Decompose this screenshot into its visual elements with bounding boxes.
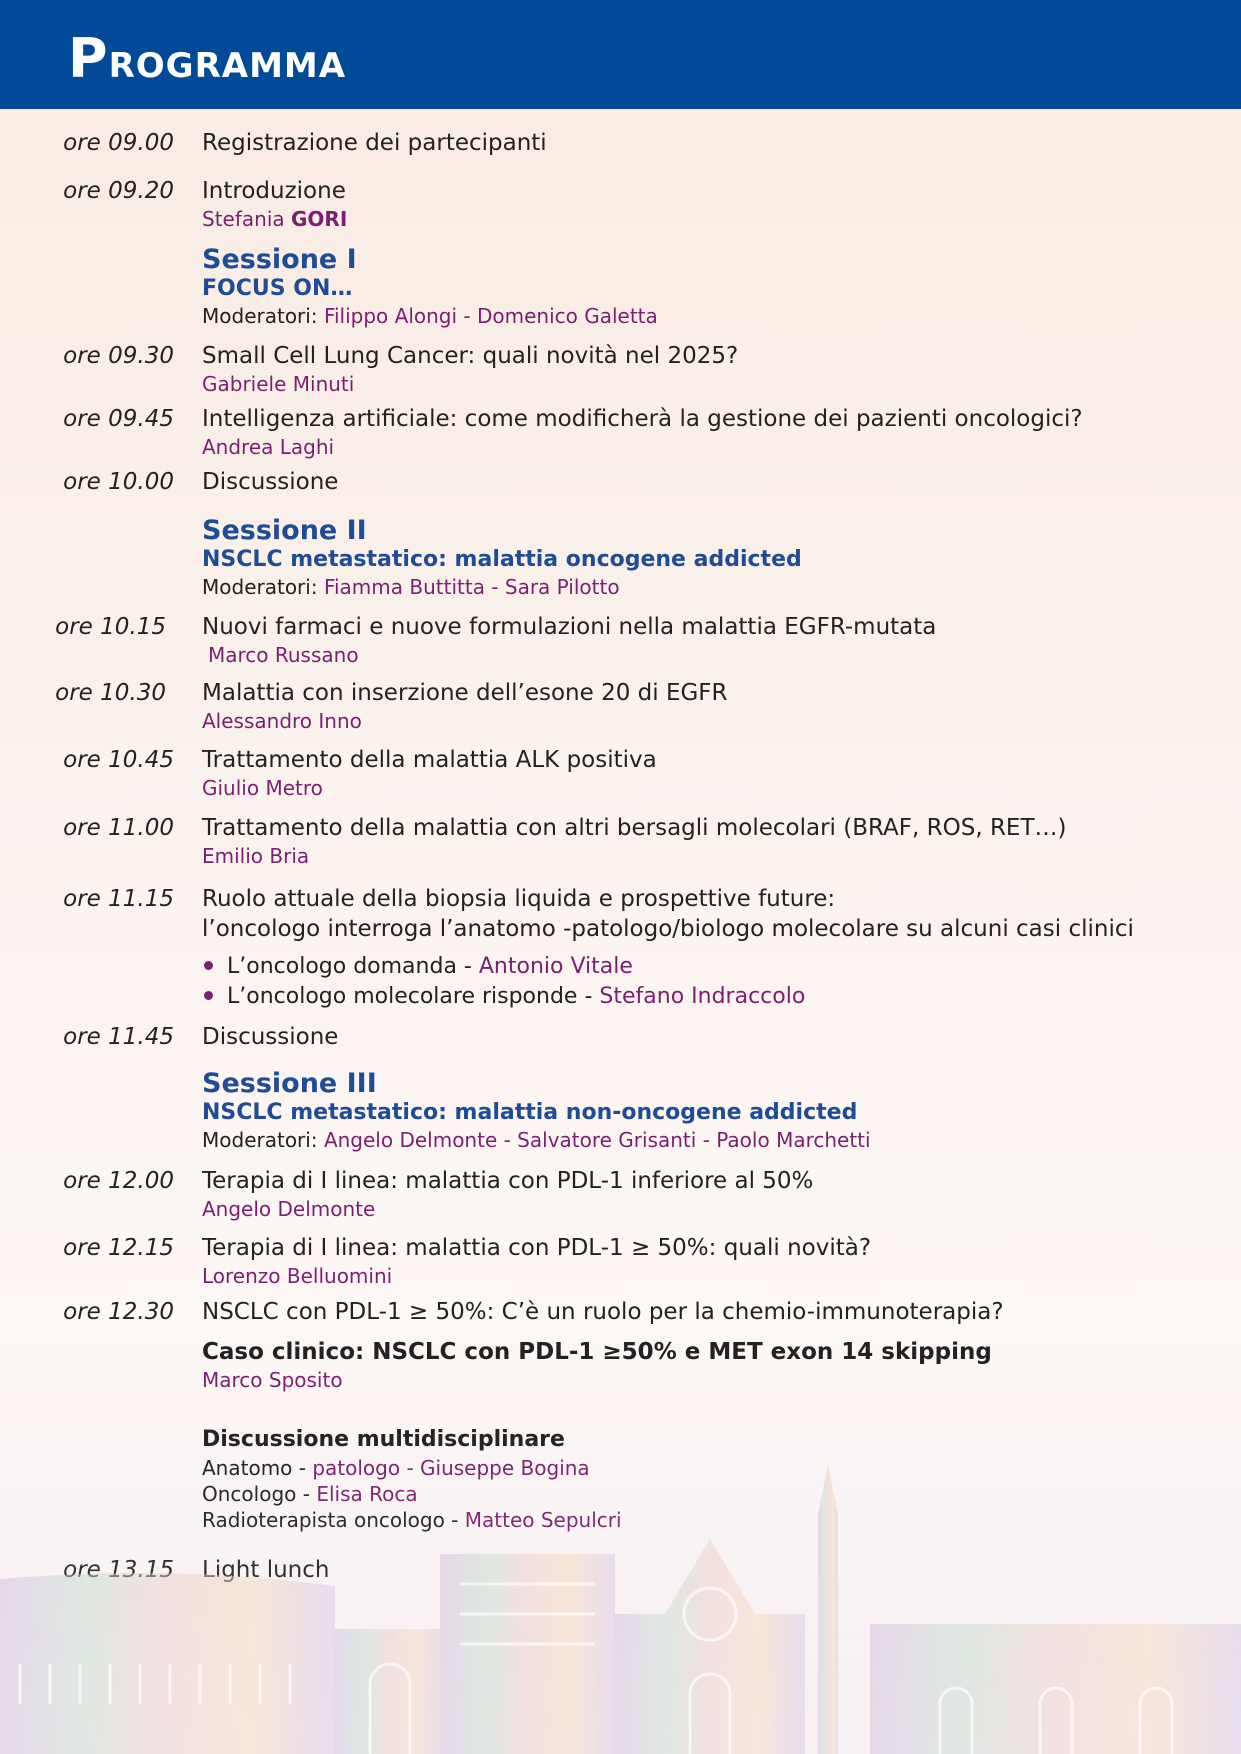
item-title: Intelligenza artificiale: come modificherà la gestione dei pazienti oncologici? <box>202 406 1083 432</box>
item-time: ore 11.00 <box>63 815 174 841</box>
list-item: L’oncologo domanda - Antonio Vitale <box>202 952 1202 982</box>
item-time: ore 09.20 <box>63 178 174 204</box>
item-title: Trattamento della malattia ALK positiva <box>202 747 657 773</box>
item-title: NSCLC con PDL-1 ≥ 50%: C’è un ruolo per la chemio-immunoterapia? <box>202 1299 1004 1325</box>
session-subtitle: NSCLC metastatico: malattia non-oncogene addicted <box>202 1100 858 1125</box>
item-title: Nuovi farmaci e nuove formulazioni nella malattia EGFR-mutata <box>202 614 937 640</box>
item-speaker: Alessandro Inno <box>202 709 362 733</box>
session-subtitle: NSCLC metastatico: malattia oncogene addicted <box>202 547 802 572</box>
bullet-dot <box>204 991 213 1000</box>
session-title: Sessione III <box>202 1068 377 1099</box>
session-moderators: Moderatori: Fiamma Buttitta - Sara Pilotto <box>202 575 620 599</box>
city-skyline-illustration <box>0 1414 1241 1754</box>
item-time: ore 10.30 <box>55 680 166 706</box>
item-title: Malattia con inserzione dell’esone 20 di EGFR <box>202 680 728 706</box>
item-speaker: Lorenzo Belluomini <box>202 1264 393 1288</box>
item-speaker: Emilio Bria <box>202 844 310 868</box>
item-speaker: Stefania GORI <box>202 207 348 231</box>
item-time: ore 12.30 <box>63 1299 174 1325</box>
item-time: ore 12.00 <box>63 1168 174 1194</box>
item-title: Introduzione <box>202 178 346 204</box>
item-title: Terapia di I linea: malattia con PDL-1 inferiore al 50% <box>202 1168 814 1194</box>
item-title: Trattamento della malattia con altri bersagli molecolari (BRAF, ROS, RET…) <box>202 815 1067 841</box>
item-time: ore 11.15 <box>63 886 174 912</box>
item-time: ore 09.00 <box>63 130 174 156</box>
item-speaker: Marco Sposito <box>202 1368 343 1392</box>
session-subtitle: FOCUS ON… <box>202 276 353 301</box>
bullet-dot <box>204 961 213 970</box>
item-speaker: Giulio Metro <box>202 776 323 800</box>
session-moderators: Moderatori: Filippo Alongi - Domenico Galetta <box>202 304 658 328</box>
item-title: Registrazione dei partecipanti <box>202 130 547 156</box>
item-time: ore 10.15 <box>55 614 166 640</box>
list-item: L’oncologo molecolare risponde - Stefano Indraccolo <box>202 982 1202 1012</box>
page-title: PROGRAMMA <box>68 27 347 90</box>
session-title: Sessione II <box>202 515 367 546</box>
item-time: ore 10.45 <box>63 747 174 773</box>
item-time: ore 11.45 <box>63 1024 174 1050</box>
header-bar <box>0 0 1241 109</box>
item-title: Discussione <box>202 1024 339 1050</box>
item-title: Terapia di I linea: malattia con PDL-1 ≥ 50%: quali novità? <box>202 1235 872 1261</box>
item-title: Ruolo attuale della biopsia liquida e prospettive future: <box>202 886 836 912</box>
case-title: Caso clinico: NSCLC con PDL-1 ≥50% e MET exon 14 skipping <box>202 1339 992 1365</box>
item-time: ore 12.15 <box>63 1235 174 1261</box>
session-title: Sessione I <box>202 244 357 275</box>
item-title: Small Cell Lung Cancer: quali novità nel 2025? <box>202 343 739 369</box>
item-speaker: Marco Russano <box>208 643 359 667</box>
item-time: ore 10.00 <box>63 469 174 495</box>
item-speaker: Andrea Laghi <box>202 435 335 459</box>
item-speaker: Gabriele Minuti <box>202 372 355 396</box>
item-time: ore 09.45 <box>63 406 174 432</box>
item-title-continued: l’oncologo interroga l’anatomo -patologo/biologo molecolare su alcuni casi clinici <box>202 916 1134 942</box>
item-time: ore 09.30 <box>63 343 174 369</box>
session-moderators: Moderatori: Angelo Delmonte - Salvatore Grisanti - Paolo Marchetti <box>202 1128 871 1152</box>
item-title: Discussione <box>202 469 339 495</box>
item-speaker: Angelo Delmonte <box>202 1197 376 1221</box>
